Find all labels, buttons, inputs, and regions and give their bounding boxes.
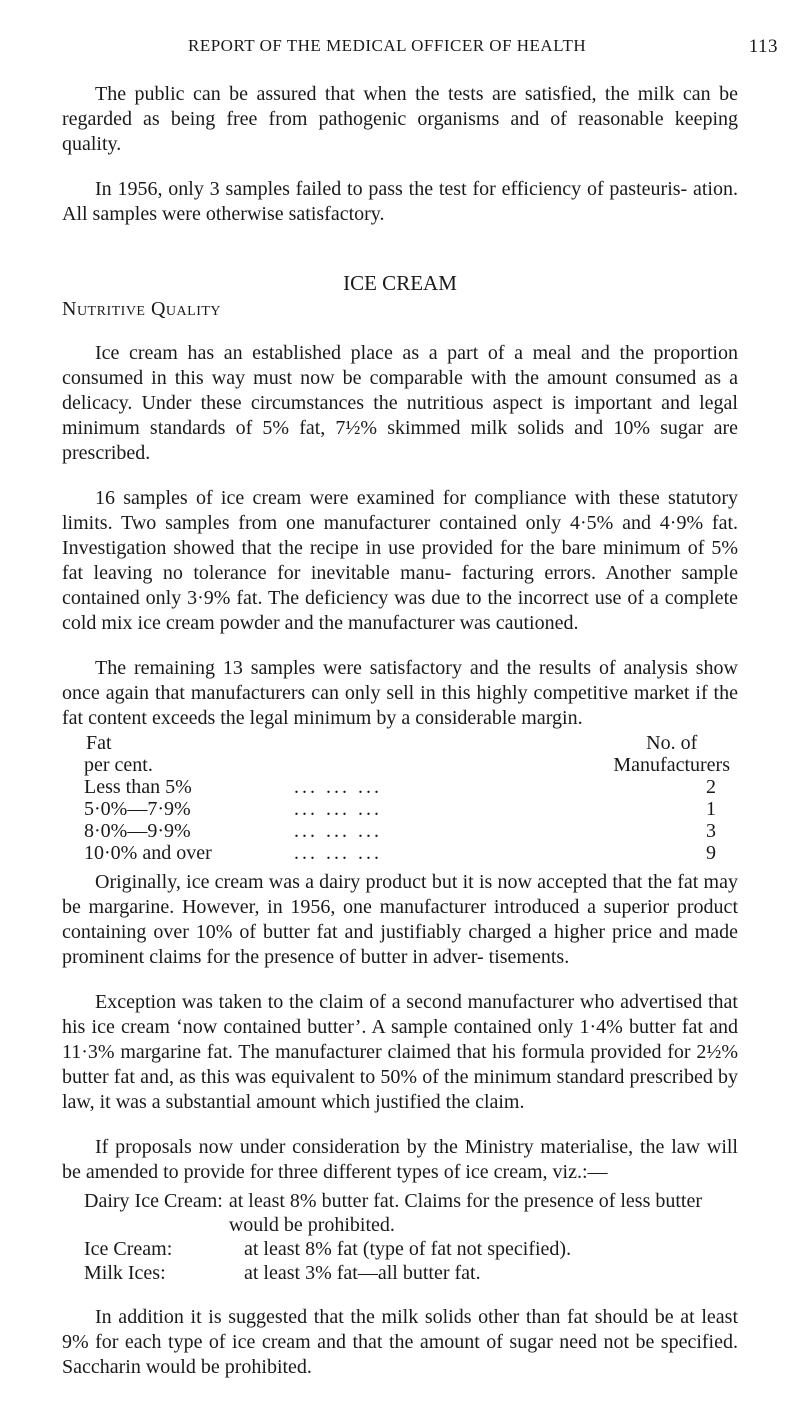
page-content [62,82,738,1380]
list-item [84,1237,738,1261]
table-header [84,732,730,776]
manufacturer-count: 9 [706,842,716,864]
type-description: at least 8% butter fat. Claims for the presence of less butter would be prohibited. [228,1190,703,1236]
leader-dots: ... ... ... [294,820,382,842]
section-subheading: Nutritive Quality [62,298,222,320]
list-item [84,1261,738,1285]
table-row [84,776,730,798]
leader-dots: ... ... ... [294,842,382,864]
type-label: Ice Cream: [84,1238,173,1260]
manufacturer-count: 2 [706,776,716,798]
paragraph-exception: Exception was taken to the claim of a second manufacturer who advertised that his ice cream ‘now contained butter’. A sample contained only 1·4% butter fat and 11·3% margarine fat. The manufacturer claimed that his formula provided for 2½% butter fat and, as this was equivalent to 50% of the minimum standard prescribed by law, it was a substantial amount which justified the claim. [62,991,738,1113]
paragraph-milk-quality: The public can be assured that when the tests are satisfied, the milk can be regarded as being free from pathogenic organisms and of reasonable keeping quality. [62,83,738,155]
page-header [0,30,800,62]
paragraph-samples-examined: 16 samples of ice cream were examined for compliance with these statutory limits. Two samples from one manufacturer contained only 4·5% and 4·9% fat. Investigation showed that the recipe in use provided for the bare minimum of 5% fat leaving no tolerance for inevitable manu- facturing errors. Another sample contained only 3·9% fat. The deficiency was due to the incorrect use of a complete cold mix ice cream powder and the manufacturer was cautioned. [62,487,738,634]
leader-dots: ... ... ... [294,776,382,798]
fat-header-line2: per cent. [84,754,153,776]
paragraph-proposals: If proposals now under consideration by the Ministry materialise, the law will be amended to provide for three different types of ice cream, viz.:— [62,1136,738,1183]
fat-range: 10·0% and over [84,842,212,864]
type-description: at least 3% fat—all butter fat. [244,1262,481,1284]
manufacturer-count: 3 [706,820,716,842]
fat-range: 8·0%—9·9% [84,820,191,842]
leader-dots: ... ... ... [294,798,382,820]
paragraph-standards: Ice cream has an established place as a part of a meal and the proportion consumed in this way must now be comparable with the amount consumed as a delicacy. Under these circumstances the nutritious aspect is important and legal minimum standards of 5% fat, 7½% skimmed milk solids and 10% sugar are prescribed. [62,342,738,464]
manufacturers-column-header [613,732,730,776]
table-row [84,820,730,842]
table-row [84,798,730,820]
paragraph-pasteurisation: In 1956, only 3 samples failed to pass the test for efficiency of pasteuris- ation. All samples were otherwise satisfactory. [62,178,738,225]
ice-cream-types-list [84,1189,738,1285]
type-label: Milk Ices: [84,1262,166,1284]
section-title: ICE CREAM [343,271,457,295]
paragraph-milk-solids: In addition it is suggested that the milk solids other than fat should be at least 9% for each type of ice cream and that the amount of sugar need not be specified. Saccharin would be prohibited. [62,1306,738,1378]
table-row [84,842,730,864]
paragraph-remaining-samples: The remaining 13 samples were satisfactory and the results of analysis show once again that manufacturers can only sell in this highly competitive market if the fat content exceeds the legal minimum by a considerable margin. [62,657,738,729]
fat-range: Less than 5% [84,776,192,798]
manufacturer-count: 1 [706,798,716,820]
fat-column-header [84,732,153,776]
fat-content-table [84,732,730,864]
fat-header-line1: Fat [86,732,112,754]
page-number: 113 [748,36,778,57]
manufacturers-header-line1: No. of [646,732,698,754]
type-description: at least 8% fat (type of fat not specified). [244,1238,572,1260]
fat-range: 5·0%—7·9% [84,798,191,820]
manufacturers-header-line2: Manufacturers [613,754,730,776]
running-title: REPORT OF THE MEDICAL OFFICER OF HEALTH [188,36,587,55]
paragraph-margarine: Originally, ice cream was a dairy product but it is now accepted that the fat may be margarine. However, in 1956, one manufacturer introduced a superior product containing over 10% of butter fat and justifiably charged a higher price and made prominent claims for the presence of butter in adver- tisements. [62,871,738,968]
type-label: Dairy Ice Cream: [84,1190,223,1212]
list-item [84,1189,738,1237]
